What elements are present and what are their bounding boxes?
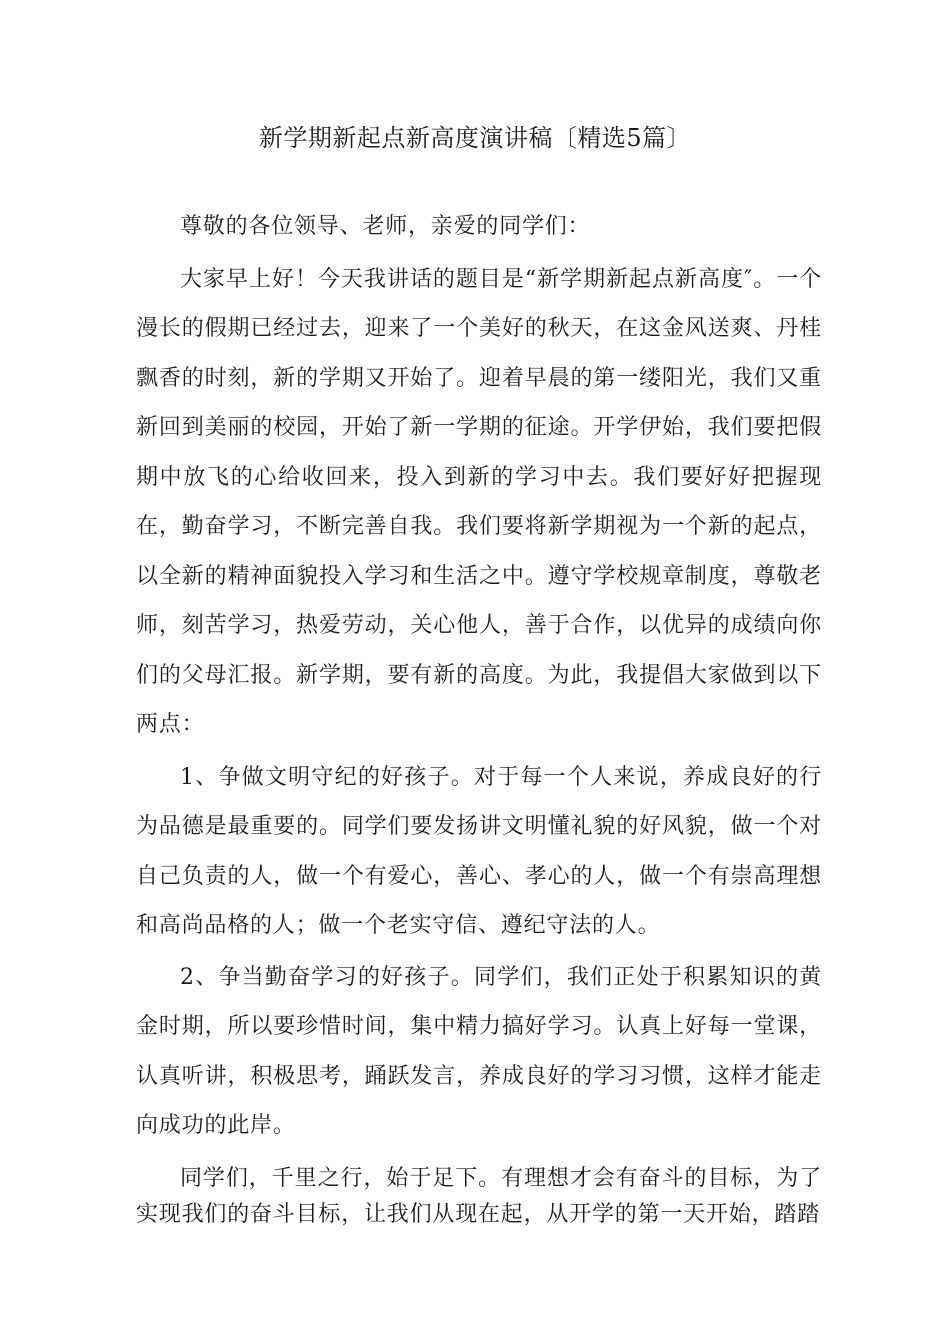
body-paragraph-point-2: 2、争当勤奋学习的好孩子。同学们，我们正处于积累知识的黄金时期，所以要珍惜时间，集中精力搞好学习。认真上好每一堂课，认真听讲，积极思考，踊跃发言，养成良好的学习习惯，这样才能走向成功的此岸。: [136, 964, 822, 1138]
body-paragraph-closing: 同学们，千里之行，始于足下。有理想才会有奋斗的目标，为了实现我们的奋斗目标，让我们从现在起，从开学的第一天开始，踏踏: [136, 1165, 822, 1227]
document-title: 新学期新起点新高度演讲稿〔精选5篇〕: [258, 124, 692, 152]
greeting-paragraph: 尊敬的各位领导、老师，亲爱的同学们：: [180, 214, 591, 239]
body-paragraph-intro: 大家早上好！今天我讲话的题目是“新学期新起点新高度″。一个漫长的假期已经过去，迎来了一个美好的秋天，在这金风送爽、丹桂飘香的时刻，新的学期又开始了。迎着早晨的第一缕阳光，我们又重新回到美丽的校园，开始了新一学期的征途。开学伊始，我们要把假期中放飞的心给收回来，投入到新的学习中去。我们要好好把握现在，勤奋学习，不断完善自我。我们要将新学期视为一个新的起点，以全新的精神面貌投入学习和生活之中。遵守学校规章制度，尊敬老师，刻苦学习，热爱劳动，关心他人，善于合作，以优异的成绩向你们的父母汇报。新学期，要有新的高度。为此，我提倡大家做到以下两点：: [136, 266, 822, 737]
body-paragraph-point-1: 1、争做文明守纪的好孩子。对于每一个人来说，养成良好的行为品德是最重要的。同学们要发扬讲文明懂礼貌的好风貌，做一个对自己负责的人，做一个有爱心，善心、孝心的人，做一个有崇高理想和高尚品格的人；做一个老实守信、遵纪守法的人。: [136, 764, 822, 938]
document-body: [136, 202, 822, 1233]
